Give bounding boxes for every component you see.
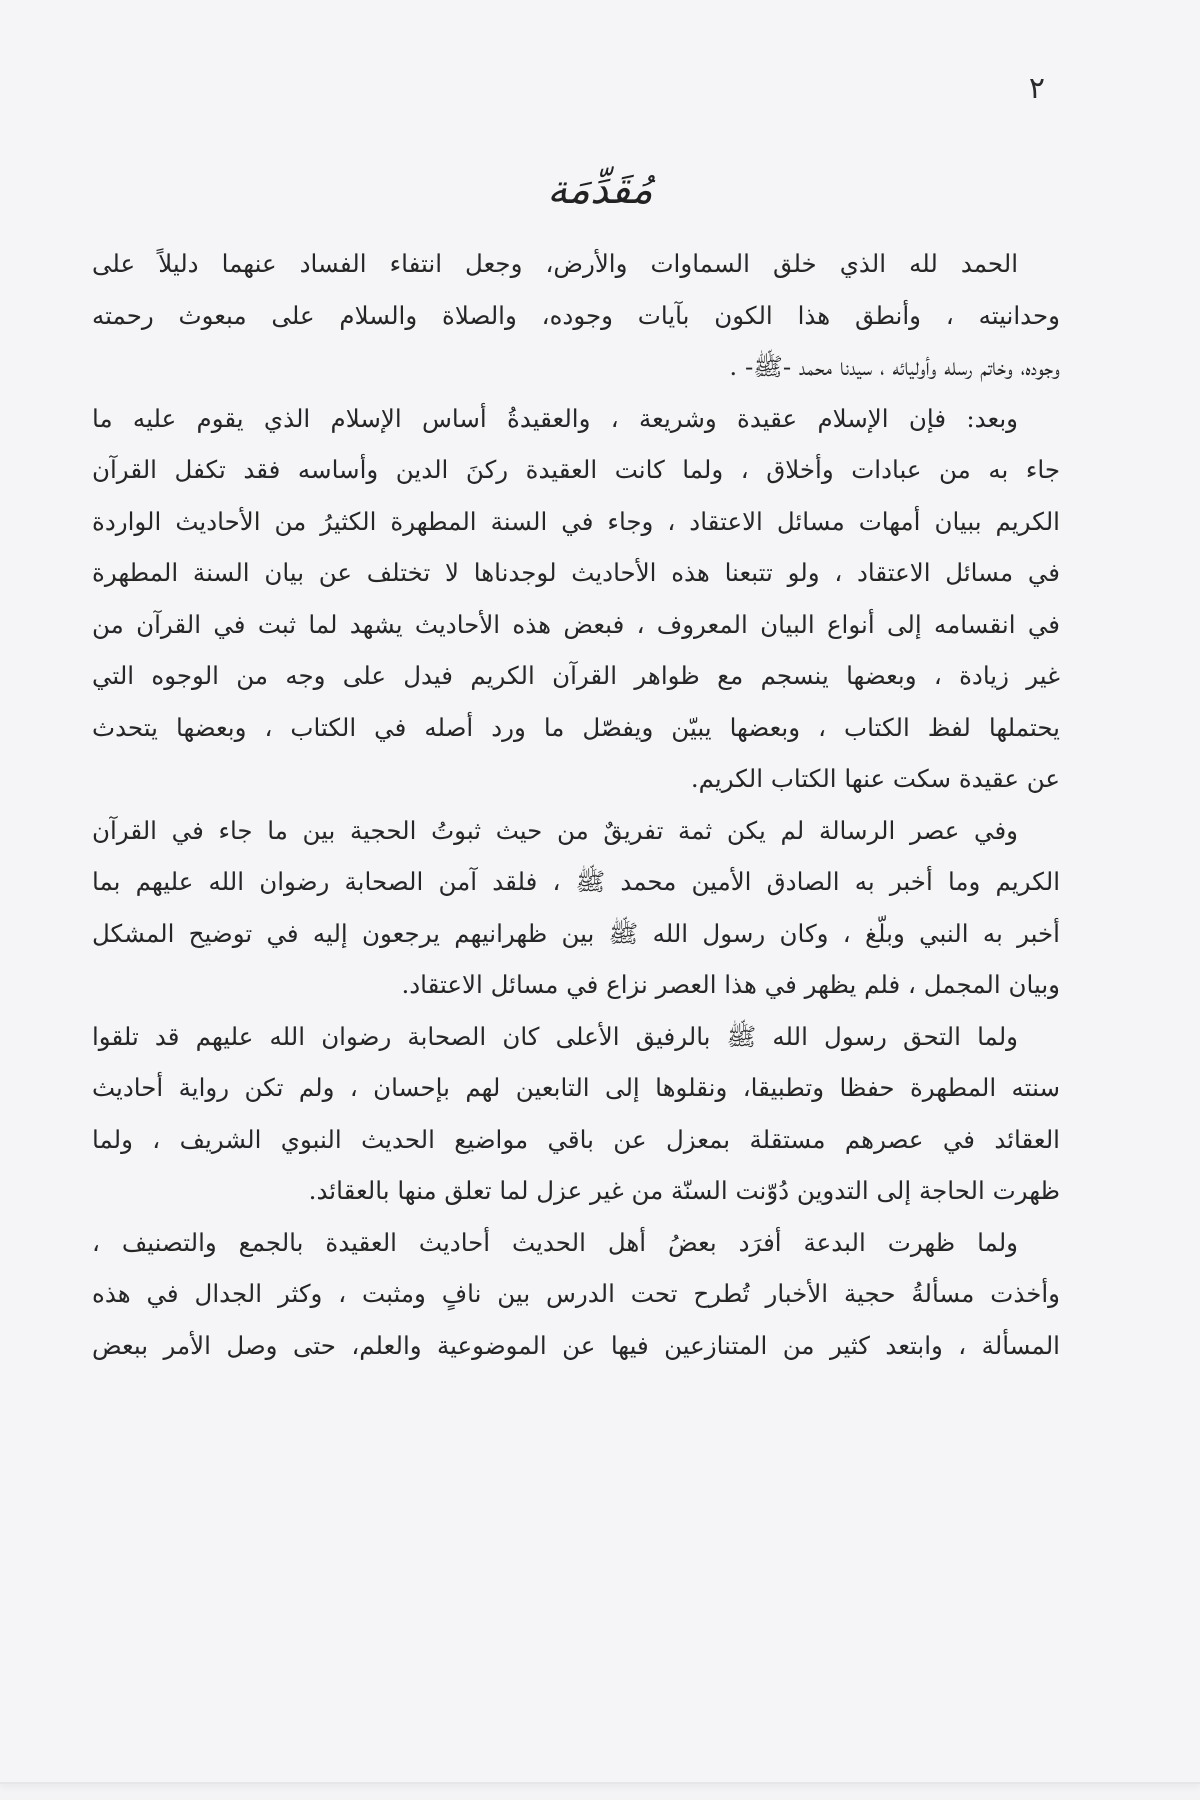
text-line: وفي عصر الرسالة لم يكن ثمة تفريقٌ من حيث ثبوتُ الحجية بين ما جاء في القرآن bbox=[92, 815, 1018, 845]
chapter-title: مُقَدِّمَة bbox=[547, 167, 653, 213]
text-line: في انقسامه إلى أنواع البيان المعروف ، فبعض هذه الأحاديث يشهد لما ثبت في القرآن من bbox=[92, 609, 1060, 639]
text-line: أخبر به النبي وبلّغ ، وكان رسول الله ﷺ بين ظهرانيهم يرجعون إليه في توضيح المشكل bbox=[92, 918, 1060, 948]
text-line: غير زيادة ، وبعضها ينسجم مع ظواهر القرآن الكريم فيدل على وجه من الوجوه التي bbox=[92, 661, 1060, 690]
text-line: ولما ظهرت البدعة أفرَد بعضُ أهل الحديث أحاديث العقيدة بالجمع والتصنيف ، bbox=[92, 1227, 1018, 1257]
text-line: الكريم ببيان أمهات مسائل الاعتقاد ، وجاء في السنة المطهرة الكثيرُ من الأحاديث الواردة bbox=[92, 506, 1060, 536]
paragraph bbox=[92, 805, 1060, 1011]
text-line: وجوده، وخاتم رسله وأوليائه ، سيدنا محمد -ﷺ- . bbox=[729, 352, 1060, 381]
paragraph bbox=[92, 1217, 1060, 1372]
text-line: جاء به من عبادات وأخلاق ، ولما كانت العقيدة ركنَ الدين وأساسه فقد تكفل القرآن bbox=[92, 455, 1060, 484]
paragraph bbox=[92, 393, 1060, 805]
text-line: العقائد في عصرهم مستقلة بمعزل عن باقي مواضيع الحديث النبوي الشريف ، ولما bbox=[92, 1124, 1060, 1154]
text-line: وحدانيته ، وأنطق هذا الكون بآيات وجوده، والصلاة والسلام على مبعوث رحمته bbox=[92, 300, 1060, 330]
text-line: في مسائل الاعتقاد ، ولو تتبعنا هذه الأحاديث لوجدناها لا تختلف عن بيان السنة المطهرة bbox=[92, 558, 1060, 587]
text-line: ظهرت الحاجة إلى التدوين دُوّنت السنّة من غير عزل لما تعلق منها بالعقائد. bbox=[308, 1176, 1060, 1205]
text-line: ولما التحق رسول الله ﷺ بالرفيق الأعلى كان الصحابة رضوان الله عليهم قد تلقوا bbox=[92, 1021, 1018, 1051]
text-line: وبعد: فإن الإسلام عقيدة وشريعة ، والعقيدةُ أساس الإسلام الذي يقوم عليه ما bbox=[92, 403, 1018, 433]
text-line: يحتملها لفظ الكتاب ، وبعضها يبيّن ويفصّل ما ورد أصله في الكتاب ، وبعضها يتحدث bbox=[92, 712, 1060, 742]
body-text bbox=[92, 238, 1060, 1371]
text-line: الكريم وما أخبر به الصادق الأمين محمد ﷺ ، فلقد آمن الصحابة رضوان الله عليهم بما bbox=[92, 867, 1060, 896]
paragraph bbox=[92, 238, 1060, 393]
paragraph bbox=[92, 1011, 1060, 1217]
text-line: وبيان المجمل ، فلم يظهر في هذا العصر نزاع في مسائل الاعتقاد. bbox=[401, 970, 1060, 999]
text-line: الحمد لله الذي خلق السماوات والأرض، وجعل انتفاء الفساد عنهما دليلاً على bbox=[92, 249, 1018, 278]
text-line: وأخذت مسألةُ حجية الأخبار تُطرح تحت الدرس بين نافٍ ومثبت ، وكثر الجدال في هذه bbox=[92, 1279, 1060, 1308]
text-line: عن عقيدة سكت عنها الكتاب الكريم. bbox=[690, 764, 1060, 793]
page-number: ٢ bbox=[1028, 71, 1045, 106]
text-line: المسألة ، وابتعد كثير من المتنازعين فيها عن الموضوعية والعلم، حتى وصل الأمر ببعض bbox=[92, 1330, 1060, 1360]
text-line: سنته المطهرة حفظا وتطبيقا، ونقلوها إلى التابعين لهم بإحسان ، ولم تكن رواية أحاديث bbox=[92, 1073, 1060, 1102]
